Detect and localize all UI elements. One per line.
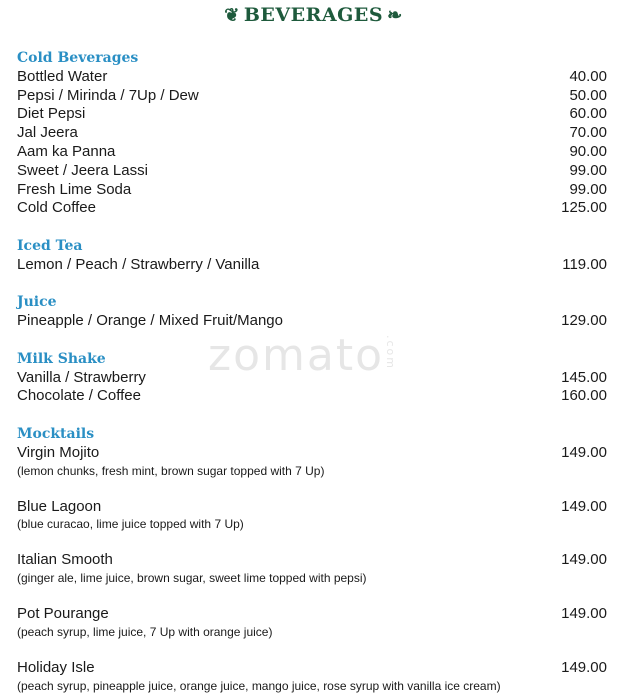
item-description: (peach syrup, pineapple juice, orange juice, mango juice, rose syrup with vanilla ice cream)	[17, 678, 501, 693]
menu-item	[17, 181, 607, 200]
watermark-text: zomato	[208, 330, 385, 381]
menu-item	[17, 498, 607, 534]
item-price: 90.00	[569, 142, 607, 160]
item-name: Italian Smooth	[17, 551, 113, 569]
menu-item	[17, 387, 607, 406]
item-price: 99.00	[569, 161, 607, 179]
item-price: 50.00	[569, 86, 607, 104]
menu-section	[17, 237, 607, 275]
item-price: 40.00	[569, 67, 607, 85]
item-price: 129.00	[561, 312, 607, 330]
item-name: Sweet / Jeera Lassi	[17, 161, 148, 179]
item-name: Holiday Isle	[17, 658, 95, 676]
item-name: Jal Jeera	[17, 124, 78, 142]
item-name: Chocolate / Coffee	[17, 387, 141, 405]
item-price: 125.00	[561, 199, 607, 217]
menu-item	[17, 87, 607, 106]
right-ornament-icon: ❧	[387, 4, 403, 26]
item-name: Bottled Water	[17, 67, 108, 85]
menu-item	[17, 605, 607, 641]
menu-item	[17, 551, 607, 587]
item-price: 160.00	[561, 387, 607, 405]
page-title: BEVERAGES	[243, 4, 384, 26]
section-heading: Milk Shake	[17, 350, 106, 367]
item-name: Fresh Lime Soda	[17, 180, 132, 198]
menu-item	[17, 143, 607, 162]
item-price: 60.00	[569, 105, 607, 123]
item-name: Diet Pepsi	[17, 105, 86, 123]
item-price: 70.00	[569, 124, 607, 142]
menu-item	[17, 444, 607, 480]
item-name: Pineapple / Orange / Mixed Fruit/Mango	[17, 312, 283, 330]
item-name: Lemon / Peach / Strawberry / Vanilla	[17, 255, 260, 273]
item-price: 149.00	[561, 497, 607, 515]
item-price: 99.00	[569, 180, 607, 198]
watermark-suffix: .com	[384, 335, 398, 370]
section-heading: Mocktails	[17, 425, 95, 442]
menu-item	[17, 659, 607, 695]
menu-item	[17, 162, 607, 181]
menu-section	[17, 49, 607, 218]
item-name: Pot Pourange	[17, 605, 109, 623]
item-name: Cold Coffee	[17, 199, 96, 217]
item-price: 149.00	[561, 551, 607, 569]
item-price: 149.00	[561, 605, 607, 623]
title-banner	[0, 4, 627, 26]
menu-item	[17, 124, 607, 143]
menu-item	[17, 256, 607, 275]
item-description: (ginger ale, lime juice, brown sugar, sweet lime topped with pepsi)	[17, 571, 367, 586]
item-name: Pepsi / Mirinda / 7Up / Dew	[17, 86, 199, 104]
item-price: 145.00	[561, 368, 607, 386]
item-price: 149.00	[561, 443, 607, 461]
menu-list	[17, 49, 607, 700]
item-name: Virgin Mojito	[17, 443, 100, 461]
menu-item	[17, 369, 607, 388]
menu-item	[17, 199, 607, 218]
item-price: 119.00	[562, 255, 607, 273]
item-description: (blue curacao, lime juice topped with 7 Up)	[17, 517, 244, 532]
section-heading: Iced Tea	[17, 237, 83, 254]
section-heading: Cold Beverages	[17, 50, 139, 66]
menu-section	[17, 293, 607, 331]
item-price: 149.00	[561, 658, 607, 676]
item-name: Vanilla / Strawberry	[17, 368, 146, 386]
menu-item	[17, 312, 607, 331]
item-description: (peach syrup, lime juice, 7 Up with orange juice)	[17, 624, 273, 639]
menu-item	[17, 105, 607, 124]
menu-section	[17, 350, 607, 406]
left-ornament-icon: ❦	[224, 4, 240, 26]
item-name: Blue Lagoon	[17, 497, 102, 515]
item-name: Aam ka Panna	[17, 142, 116, 160]
item-description: (lemon chunks, fresh mint, brown sugar topped with 7 Up)	[17, 463, 325, 478]
menu-section	[17, 425, 607, 695]
menu-item	[17, 68, 607, 87]
section-heading: Juice	[17, 294, 57, 311]
